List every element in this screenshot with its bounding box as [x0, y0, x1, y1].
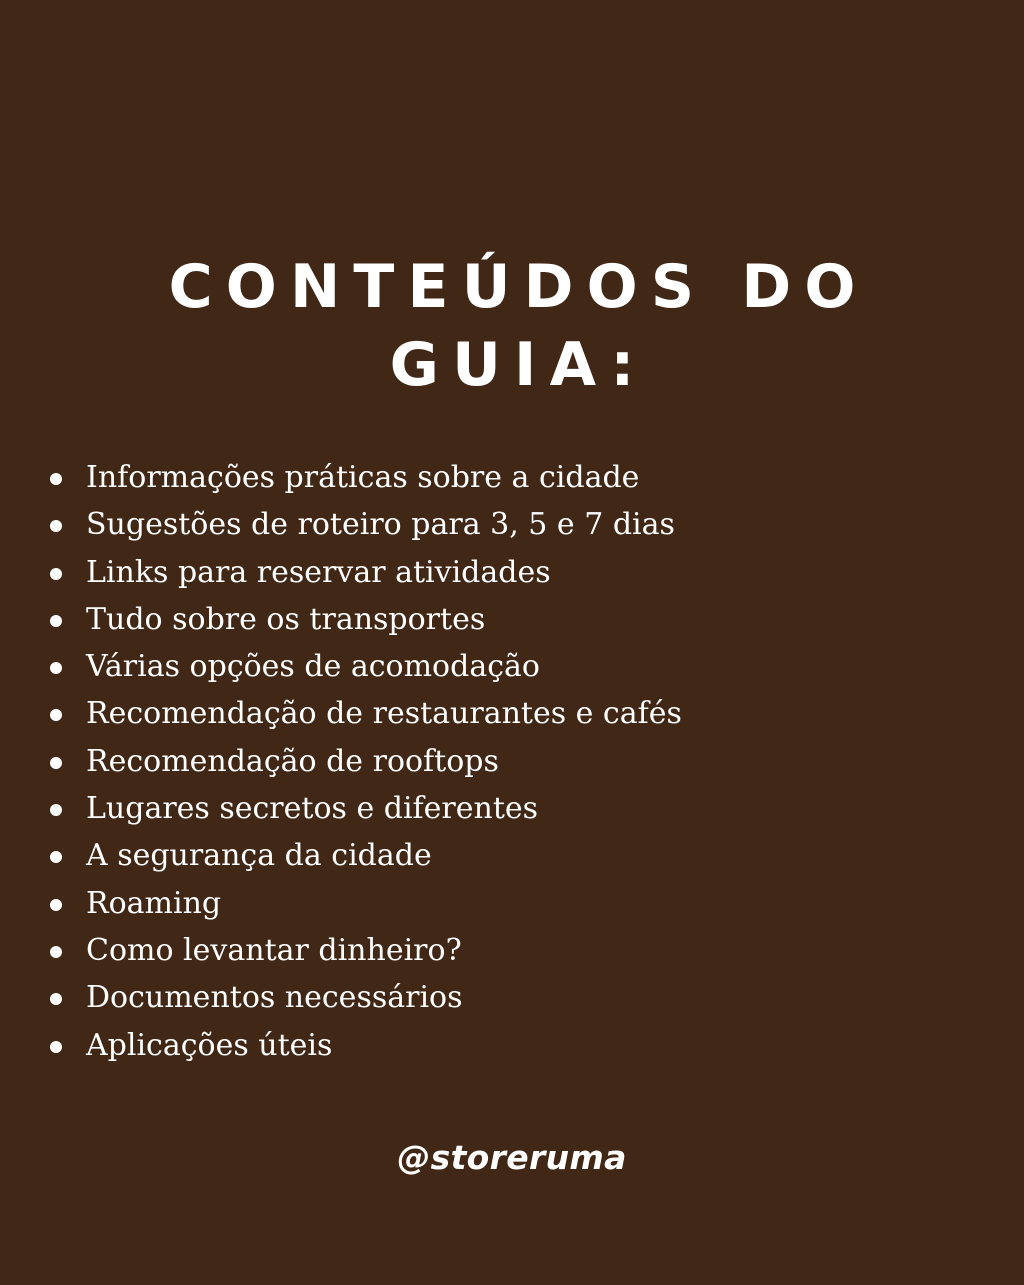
contents-list [48, 454, 988, 1069]
list-item [48, 1022, 988, 1069]
bullet-icon [50, 520, 62, 532]
bullet-icon [50, 993, 62, 1005]
bullet-icon [50, 709, 62, 721]
bullet-icon [50, 473, 62, 485]
title-line-2: GUIA: [389, 330, 648, 400]
bullet-icon [50, 851, 62, 863]
list-item [48, 927, 988, 974]
list-item [48, 643, 988, 690]
page-title [0, 248, 1024, 404]
list-item-label: Recomendação de rooftops [86, 743, 499, 779]
list-item-label: A segurança da cidade [86, 838, 432, 874]
list-item-label: Sugestões de roteiro para 3, 5 e 7 dias [86, 507, 675, 543]
list-item-label: Várias opções de acomodação [86, 649, 540, 685]
bullet-icon [50, 662, 62, 674]
bullet-icon [50, 1041, 62, 1053]
list-item-label: Aplicações úteis [86, 1027, 333, 1063]
list-item-label: Links para reservar atividades [86, 554, 551, 590]
bullet-icon [50, 615, 62, 627]
list-item [48, 832, 988, 879]
title-line-1: CONTEÚDOS DO [168, 252, 869, 322]
bullet-icon [50, 568, 62, 580]
list-item [48, 785, 988, 832]
bullet-icon [50, 804, 62, 816]
bullet-icon [50, 946, 62, 958]
list-item [48, 454, 988, 501]
list-item-label: Tudo sobre os transportes [86, 601, 486, 637]
list-item [48, 501, 988, 548]
list-item-label: Roaming [86, 885, 222, 921]
list-item-label: Documentos necessários [86, 980, 463, 1016]
list-item [48, 596, 988, 643]
list-item-label: Informações práticas sobre a cidade [86, 460, 640, 495]
list-item-label: Como levantar dinheiro? [86, 932, 462, 968]
list-item [48, 738, 988, 785]
social-handle: @storeruma [397, 1138, 627, 1177]
list-item-label: Lugares secretos e diferentes [86, 791, 539, 827]
list-item [48, 974, 988, 1021]
list-item [48, 880, 988, 927]
bullet-icon [50, 899, 62, 911]
list-item [48, 549, 988, 596]
list-item [48, 690, 988, 737]
bullet-icon [50, 757, 62, 769]
list-item-label: Recomendação de restaurantes e cafés [86, 696, 682, 732]
